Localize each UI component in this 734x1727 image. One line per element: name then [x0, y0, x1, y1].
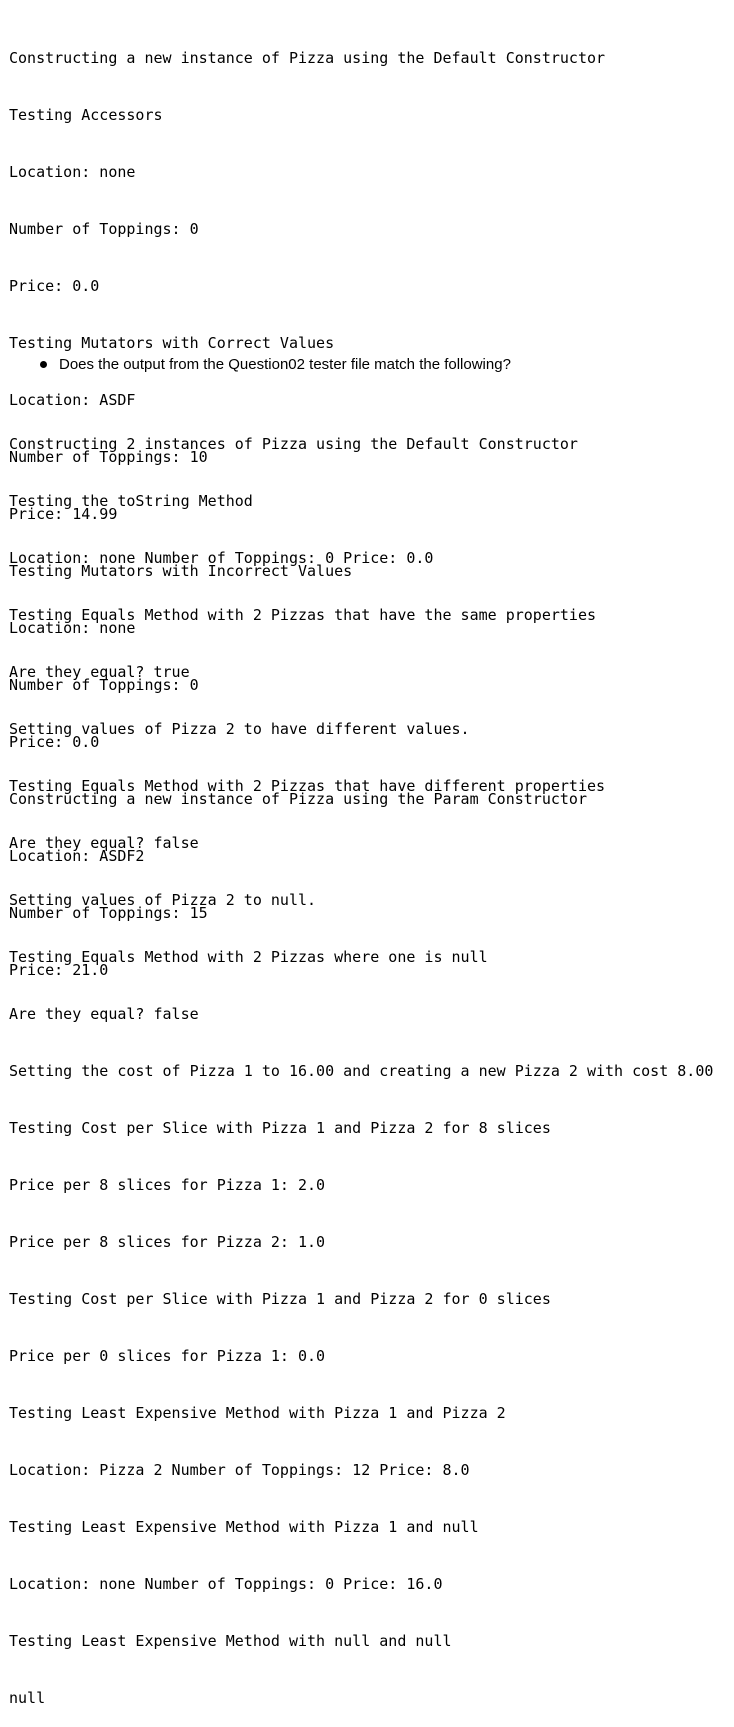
output-line: Constructing 2 instances of Pizza using the Default Constructor [9, 435, 578, 453]
output-line: Location: ASDF2 [9, 847, 145, 865]
output-line: Location: none [9, 163, 136, 181]
output-line: Price: 14.99 [9, 505, 118, 523]
output-line: Price per 0 slices for Pizza 1: 0.0 [9, 1347, 326, 1365]
output-line: Testing Mutators with Incorrect Values [9, 562, 353, 580]
output-line: Testing Least Expensive Method with Pizza 1 and null [9, 1518, 479, 1536]
output-line: Number of Toppings: 10 [9, 448, 208, 466]
output-line: Testing Mutators with Correct Values [9, 334, 335, 352]
output-line: Location: none Number of Toppings: 0 Price: 16.0 [9, 1575, 443, 1593]
output-line: Location: Pizza 2 Number of Toppings: 12 Price: 8.0 [9, 1461, 470, 1479]
question-text: Does the output from the Question02 tester file match the following? [59, 356, 511, 373]
output-line: Location: none Number of Toppings: 0 Price: 0.0 [9, 549, 434, 567]
output-line: Price: 21.0 [9, 961, 109, 979]
output-line: Price: 0.0 [9, 277, 100, 295]
question-item [0, 355, 511, 374]
output-line: Price per 8 slices for Pizza 2: 1.0 [9, 1233, 326, 1251]
output-line: Testing the toString Method [9, 492, 253, 510]
output-line: Number of Toppings: 0 [9, 220, 199, 238]
output-line: null [9, 1689, 46, 1707]
output-line: Setting values of Pizza 2 to null. [9, 891, 317, 909]
output-line: Testing Equals Method with 2 Pizzas that have different properties [9, 777, 606, 795]
console-output-block-2 [9, 397, 713, 1727]
output-line: Price: 0.0 [9, 733, 100, 751]
output-line: Testing Equals Method with 2 Pizzas where one is null [9, 948, 488, 966]
output-line: Number of Toppings: 15 [9, 904, 208, 922]
output-line: Testing Cost per Slice with Pizza 1 and Pizza 2 for 8 slices [9, 1119, 551, 1137]
output-line: Testing Cost per Slice with Pizza 1 and Pizza 2 for 0 slices [9, 1290, 551, 1308]
output-line: Are they equal? false [9, 1005, 199, 1023]
output-line: Setting values of Pizza 2 to have different values. [9, 720, 470, 738]
output-line: Number of Toppings: 0 [9, 676, 199, 694]
output-line: Are they equal? true [9, 663, 190, 681]
bullet-icon [40, 361, 47, 368]
output-line: Testing Accessors [9, 106, 163, 124]
output-line: Testing Equals Method with 2 Pizzas that have the same properties [9, 606, 596, 624]
output-line: Constructing a new instance of Pizza using the Param Constructor [9, 790, 587, 808]
output-line: Location: none [9, 619, 136, 637]
output-line: Testing Least Expensive Method with Pizza 1 and Pizza 2 [9, 1404, 506, 1422]
output-line: Setting the cost of Pizza 1 to 16.00 and creating a new Pizza 2 with cost 8.00 [9, 1062, 714, 1080]
output-line: Constructing a new instance of Pizza using the Default Constructor [9, 49, 606, 67]
output-line: Are they equal? false [9, 834, 199, 852]
question-list [0, 355, 511, 374]
output-line: Location: ASDF [9, 391, 136, 409]
output-line: Price per 8 slices for Pizza 1: 2.0 [9, 1176, 326, 1194]
output-line: Testing Least Expensive Method with null and null [9, 1632, 452, 1650]
